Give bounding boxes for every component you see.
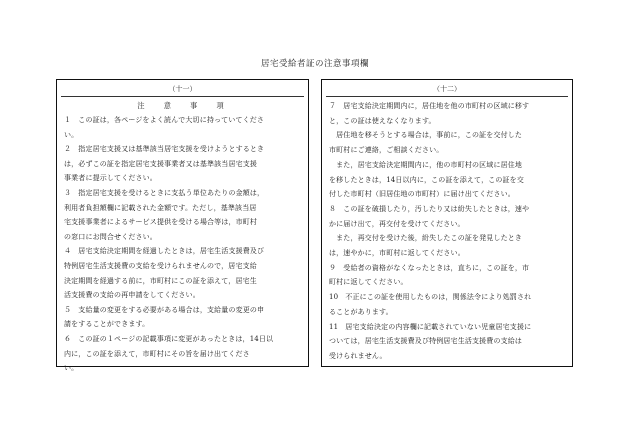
- note-line: ることがあります。: [329, 307, 393, 316]
- note-line: ２ 指定居宅支援又は基準該当居宅支援を受けようとするとき: [64, 145, 265, 154]
- note-line: 受けられません。: [329, 351, 387, 360]
- left-panel-header: （十一）: [61, 85, 304, 97]
- note-line: 内に，この証を添えて，市町村にその旨を届け出てくださ: [64, 349, 250, 358]
- note-line: かに届け出て，再交付を受けてください。: [329, 219, 465, 228]
- right-panel-header: （十二）: [326, 85, 568, 97]
- note-line: ついては，居宅生活支援費及び特例居宅生活支援費の支給は: [329, 337, 523, 346]
- note-line: １ この証は，各ページをよく読んで大切に持っていてくださ: [64, 116, 265, 124]
- note-line: ７ 居宅支給決定期間内に，居住地を他の市町村の区域に移す: [329, 102, 530, 110]
- note-line: 市町村にご連絡，ご相談ください。: [329, 146, 444, 155]
- note-line: ８ この証を破損したり，汚したり又は紛失したときは，速や: [329, 204, 530, 213]
- note-line: 活支援費の支給の再申請をしてください。: [64, 291, 200, 300]
- note-line: は，必ずこの証を指定居宅支援事業者又は基準該当居宅支援: [64, 159, 258, 168]
- right-notes-list: [329, 99, 567, 364]
- notes-title: 注 意 事 項: [137, 101, 230, 110]
- note-line: 事業者に提示してください。: [64, 174, 157, 183]
- note-line: 宅支援事業者によるサービス提供を受ける場合等は，市町村: [64, 218, 258, 227]
- note-line: と，この証は使えなくなります。: [329, 116, 436, 125]
- left-notes-list: [64, 113, 303, 376]
- note-line: 請をすることができます。: [64, 320, 150, 329]
- note-line: また，居宅支給決定期間内に，他の市町村の区域に居住地: [329, 160, 523, 169]
- note-line: の窓口にお問合せください。: [64, 232, 157, 241]
- note-line: ９ 受給者の資格がなくなったときは，直ちに，この証を，市: [329, 263, 530, 272]
- note-line: ３ 指定居宅支援を受けるときに支払う単位あたりの金額は，: [64, 188, 265, 197]
- note-line: 町村に返してください。: [329, 278, 408, 287]
- left-panel: [56, 79, 309, 373]
- note-line: を移したときは，14日以内に，この証を添えて，この証を交: [329, 175, 524, 184]
- right-panel: [321, 79, 573, 367]
- right-panel-content: [329, 99, 567, 364]
- note-line: 利用者負担額欄に記載された金額です。ただし，基準該当居: [64, 203, 257, 212]
- note-line: 11 居宅支給決定の内容欄に記載されていない児童居宅支援に: [329, 322, 532, 331]
- note-line: ５ 支給量の変更をする必要がある場合は，支給量の変更の申: [64, 305, 265, 314]
- page-title: 居宅受給者証の注意事項欄: [260, 59, 369, 69]
- note-line: は，速やかに，市町村に返してください。: [329, 249, 465, 258]
- note-line: ６ この証の１ページの記載事項に変更があったときは，14日以: [64, 334, 274, 343]
- note-line: また，再交付を受けた後，紛失したこの証を発見したとき: [329, 234, 523, 243]
- note-line: 10 不正にこの証を使用したものは，関係法令により処罰され: [329, 293, 532, 302]
- note-line: い。: [64, 130, 79, 139]
- note-line: 特例居宅生活支援費の支給を受けられませんので，居宅支給: [64, 261, 257, 270]
- note-line: 付した市町村（旧居住地の市町村）に届け出てください。: [329, 190, 515, 199]
- left-panel-content: [64, 99, 303, 376]
- note-line: 決定期間を経過する前に，市町村にこの証を添えて，居宅生: [64, 276, 257, 285]
- note-line: 居住地を移そうとする場合は，事前に，この証を交付した: [329, 131, 523, 140]
- note-line: い。: [64, 364, 79, 373]
- note-line: ４ 居宅支給決定期間を経過したときは，居宅生活支援費及び: [64, 247, 265, 256]
